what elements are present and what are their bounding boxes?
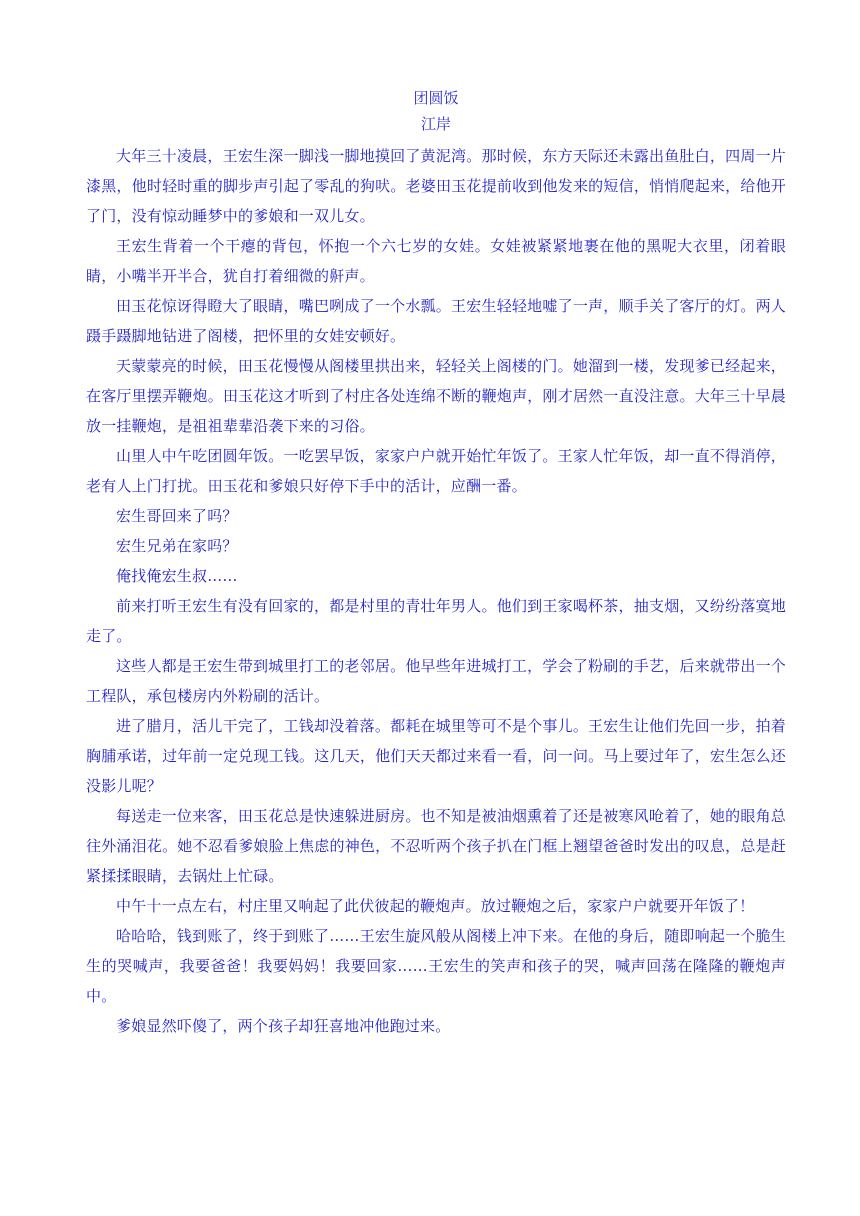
story-title: 团圆饭 bbox=[413, 89, 459, 107]
paragraph: 进了腊月，活儿干完了，工钱却没着落。都耗在城里等可不是个事儿。王宏生让他们先回一步，拍着胸脯承诺，过年前一定兑现工钱。这几天，他们天天都过来看一看，问一问。马上要过年了，宏生怎么还没影儿呢？ bbox=[86, 717, 786, 795]
paragraph: 每送走一位来客，田玉花总是快速躲进厨房。也不知是被油烟熏着了还是被寒风呛着了，她的眼角总往外涌泪花。她不忍看爹娘脸上焦虑的神色，不忍听两个孩子扒在门框上翘望爸爸时发出的叹息，总是赶紧揉揉眼睛，去锅灶上忙碌。 bbox=[86, 807, 786, 885]
paragraph: 这些人都是王宏生带到城里打工的老邻居。他早些年进城打工，学会了粉刷的手艺，后来就带出一个工程队，承包楼房内外粉刷的活计。 bbox=[86, 657, 786, 705]
paragraph: 山里人中午吃团圆年饭。一吃罢早饭，家家户户就开始忙年饭了。王家人忙年饭，却一直不得消停，老有人上门打扰。田玉花和爹娘只好停下手中的活计，应酬一番。 bbox=[86, 447, 786, 495]
story-author: 江岸 bbox=[420, 115, 451, 133]
paragraph: 大年三十凌晨，王宏生深一脚浅一脚地摸回了黄泥湾。那时候，东方天际还未露出鱼肚白，四周一片漆黑，他时轻时重的脚步声引起了零乱的狗吠。老婆田玉花提前收到他发来的短信，悄悄爬起来，给他开了门，没有惊动睡梦中的爹娘和一双儿女。 bbox=[86, 147, 786, 225]
paragraph: 王宏生背着一个干瘪的背包，怀抱一个六七岁的女娃。女娃被紧紧地裹在他的黑呢大衣里，闭着眼睛，小嘴半开半合，犹自打着细微的鼾声。 bbox=[86, 237, 786, 285]
dialogue-line: 宏生哥回来了吗？ bbox=[116, 507, 238, 525]
paragraph: 哈哈哈，钱到账了，终于到账了……王宏生旋风般从阁楼上冲下来。在他的身后，随即响起一个脆生生的哭喊声，我要爸爸！我要妈妈！我要回家……王宏生的笑声和孩子的哭，喊声回荡在隆隆的鞭炮声中。 bbox=[86, 927, 786, 1005]
paragraph: 天蒙蒙亮的时候，田玉花慢慢从阁楼里拱出来，轻轻关上阁楼的门。她溜到一楼，发现爹已经起来，在客厅里摆弄鞭炮。田玉花这才听到了村庄各处连绵不断的鞭炮声，刚才居然一直没注意。大年三十早晨放一挂鞭炮，是祖祖辈辈沿袭下来的习俗。 bbox=[86, 357, 786, 435]
paragraph: 田玉花惊讶得瞪大了眼睛，嘴巴咧成了一个水瓢。王宏生轻轻地嘘了一声，顺手关了客厅的灯。两人蹑手蹑脚地钻进了阁楼，把怀里的女娃安顿好。 bbox=[86, 297, 786, 345]
document-page bbox=[86, 88, 786, 1041]
dialogue-line: 俺找俺宏生叔…… bbox=[116, 567, 238, 585]
paragraph: 中午十一点左右，村庄里又响起了此伏彼起的鞭炮声。放过鞭炮之后，家家户户就要开年饭了！ bbox=[116, 897, 755, 915]
paragraph: 前来打听王宏生有没有回家的，都是村里的青壮年男人。他们到王家喝杯茶，抽支烟，又纷纷落寞地走了。 bbox=[86, 597, 786, 645]
paragraph: 爹娘显然吓傻了，两个孩子却狂喜地冲他跑过来。 bbox=[116, 1017, 451, 1035]
dialogue-line: 宏生兄弟在家吗？ bbox=[116, 537, 238, 555]
